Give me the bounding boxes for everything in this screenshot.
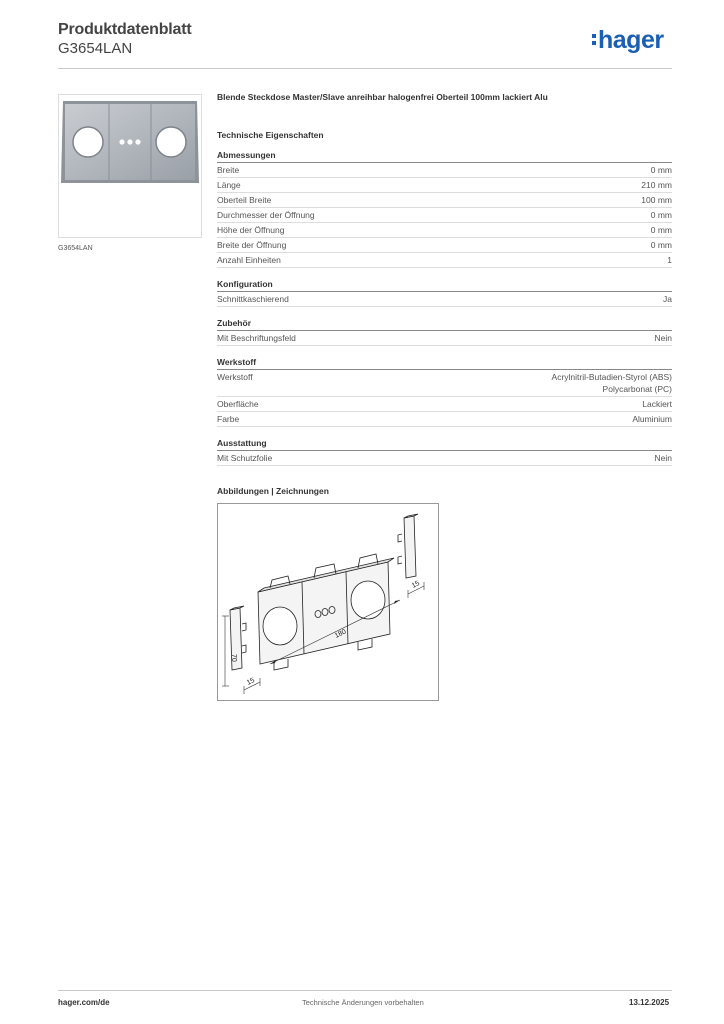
website-link[interactable]: hager.com/de	[58, 998, 110, 1007]
product-description: Blende Steckdose Master/Slave anreihbar halogenfrei Oberteil 100mm lackiert Alu	[217, 92, 548, 102]
property-label: Höhe der Öffnung	[217, 225, 285, 235]
property-label: Anzahl Einheiten	[217, 255, 281, 265]
cover-plate-image	[59, 95, 201, 237]
section-title: Zubehör	[217, 318, 672, 331]
property-row	[217, 223, 672, 238]
footer-divider	[58, 990, 672, 991]
property-value: 0 mm	[650, 165, 672, 175]
property-value: Nein	[654, 453, 672, 463]
property-row	[217, 193, 672, 208]
property-row	[217, 292, 672, 307]
technical-properties-heading: Technische Eigenschaften	[217, 130, 324, 140]
property-row	[217, 163, 672, 178]
dim-length-label: 180	[333, 628, 348, 640]
dim-end-right-label: 15	[410, 580, 421, 590]
section-zubeh-r	[217, 318, 672, 346]
property-row	[217, 253, 672, 268]
property-label: Durchmesser der Öffnung	[217, 210, 315, 220]
drawings-heading: Abbildungen | Zeichnungen	[217, 486, 329, 496]
properties-sections	[217, 150, 672, 466]
property-row	[217, 208, 672, 223]
section-title: Werkstoff	[217, 357, 672, 370]
property-row	[217, 397, 672, 412]
property-value: 0 mm	[650, 240, 672, 250]
property-value: 0 mm	[650, 210, 672, 220]
property-label: Werkstoff	[217, 372, 253, 382]
property-label: Breite	[217, 165, 240, 175]
section-title: Konfiguration	[217, 279, 672, 292]
section-konfiguration	[217, 279, 672, 307]
property-row	[217, 412, 672, 427]
property-value: Lackiert	[642, 399, 672, 409]
property-label: Breite der Öffnung	[217, 240, 287, 250]
property-value: 100 mm	[641, 195, 672, 205]
property-label: Mit Beschriftungsfeld	[217, 333, 296, 343]
property-row	[217, 451, 672, 466]
technical-drawing	[217, 503, 439, 701]
photo-caption: G3654LAN	[58, 245, 93, 252]
property-value: Ja	[663, 294, 672, 304]
property-row	[217, 331, 672, 346]
property-row	[217, 178, 672, 193]
product-photo	[58, 94, 202, 238]
logo-dots-icon	[592, 34, 597, 48]
property-row	[217, 370, 672, 397]
property-label: Farbe	[217, 414, 240, 424]
document-title: Produktdatenblatt	[58, 21, 192, 38]
section-abmessungen	[217, 150, 672, 268]
header-divider	[58, 68, 672, 69]
property-value: Aluminium	[632, 414, 672, 424]
property-value: Acrylnitril-Butadien-Styrol (ABS) Polycarbonat (PC)	[551, 372, 672, 394]
section-werkstoff	[217, 357, 672, 427]
section-ausstattung	[217, 438, 672, 466]
product-code: G3654LAN	[58, 40, 133, 57]
property-label: Länge	[217, 180, 241, 190]
property-row	[217, 238, 672, 253]
property-label: Oberfläche	[217, 399, 259, 409]
dim-end-left-label: 15	[245, 677, 256, 687]
dim-height-label: 70	[230, 654, 237, 662]
property-value: 0 mm	[650, 225, 672, 235]
property-label: Schnittkaschierend	[217, 294, 289, 304]
property-label: Oberteil Breite	[217, 195, 272, 205]
footer-notice: Technische Änderungen vorbehalten	[302, 998, 424, 1007]
property-value: 1	[667, 255, 672, 265]
dimension-drawing	[218, 504, 438, 700]
print-date: 13.12.2025	[629, 998, 670, 1007]
hager-logo[interactable]	[592, 28, 664, 53]
property-value: Nein	[654, 333, 672, 343]
logo-text: hager	[598, 26, 664, 54]
section-title: Ausstattung	[217, 438, 672, 451]
product-details	[217, 92, 672, 498]
property-label: Mit Schutzfolie	[217, 453, 273, 463]
property-value: 210 mm	[641, 180, 672, 190]
section-title: Abmessungen	[217, 150, 672, 163]
